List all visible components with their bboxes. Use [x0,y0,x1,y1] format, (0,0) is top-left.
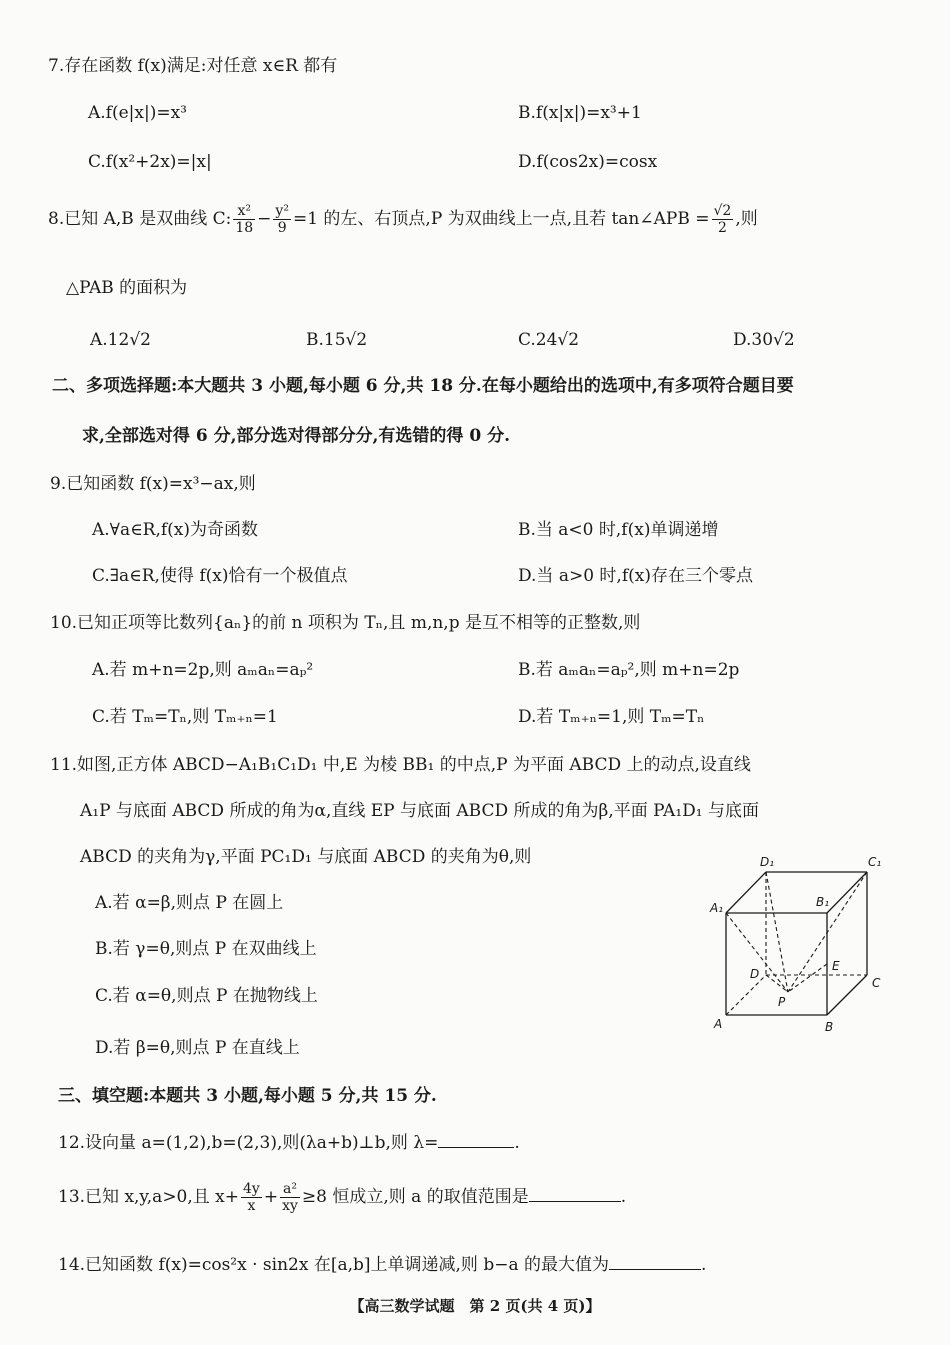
q8-minus: − [257,209,272,229]
q14-answer-blank[interactable] [609,1268,701,1270]
edge-A1D1 [726,872,766,913]
q7-option-a: A.f(e|x|)=x³ [88,103,187,123]
section3-heading: 三、填空题:本题共 3 小题,每小题 5 分,共 15 分. [58,1086,437,1106]
q11-stem-line3: ABCD 的夹角为γ,平面 PC₁D₁ 与底面 ABCD 的夹角为θ,则 [80,847,532,867]
line-EP [788,964,827,992]
q8-fraction-x: $\frac{\text{x²}}{18}$ [235,203,254,236]
q13-answer-blank[interactable] [529,1200,621,1202]
q10-option-c: C.若 Tₘ=Tₙ,则 Tₘ₊ₙ=1 [92,707,278,727]
q12-stem [58,1135,520,1152]
q11-option-a: A.若 α=β,则点 P 在圆上 [95,893,284,913]
edge-B1C1 [827,872,867,913]
q14-stem [58,1257,706,1274]
label-A1: A₁ [710,901,724,915]
section2-heading: 二、多项选择题:本大题共 3 小题,每小题 6 分,共 18 分.在每小题给出的选项中,有多项符合题目要 [52,376,794,396]
q12-end: . [514,1133,520,1153]
line-DP [766,975,788,992]
q13-part1: 13.已知 x,y,a>0,且 x+ [58,1187,240,1207]
line-D1P [766,872,788,992]
q10-option-b: B.若 aₘaₙ=aₚ²,则 m+n=2p [518,660,740,680]
q14-end: . [701,1255,707,1275]
q13-fraction-1: $\frac{4y}{x}$ [243,1181,260,1214]
q13-end: . [620,1187,627,1207]
label-E: E [832,959,840,973]
q8-option-d: D.30√2 [733,330,795,350]
q8-option-b: B.15√2 [306,330,368,350]
q7-option-b: B.f(x|x|)=x³+1 [518,103,642,123]
q7-stem: 7.存在函数 f(x)满足:对任意 x∈R 都有 [48,56,338,76]
q7-option-c: C.f(x²+2x)=|x| [88,152,212,172]
label-B: B [825,1020,834,1034]
page-footer: 【高三数学试题 第 2 页(共 4 页)】 [349,1297,601,1315]
q8-stem [48,204,758,235]
q8-option-a: A.12√2 [90,330,151,350]
q11-option-c: C.若 α=θ,则点 P 在抛物线上 [95,986,318,1006]
q10-option-a: A.若 m+n=2p,则 aₘaₙ=aₚ² [92,660,314,680]
q13-fraction-2: $\frac{\text{a²}}{xy}$ [282,1181,298,1214]
label-D1: D₁ [760,855,775,869]
label-P: P [778,995,786,1009]
q9-option-a: A.∀a∈R,f(x)为奇函数 [92,520,259,540]
q11-stem-line2: A₁P 与底面 ABCD 所成的角为α,直线 EP 与底面 ABCD 所成的角为β,平面 PA₁D₁ 与底面 [80,801,759,821]
q12-text: 12.设向量 a=(1,2),b=(2,3),则(λa+b)⊥b,则 λ= [58,1133,439,1153]
edge-BC [827,975,867,1015]
q8-stem-part3: ,则 [735,209,758,229]
q9-option-d: D.当 a>0 时,f(x)存在三个零点 [518,566,753,586]
q9-stem: 9.已知函数 f(x)=x³−ax,则 [50,474,256,494]
q9-option-b: B.当 a<0 时,f(x)单调递增 [518,520,719,540]
q11-stem-line1: 11.如图,正方体 ABCD−A₁B₁C₁D₁ 中,E 为棱 BB₁ 的中点,P 为平面 ABCD 上的动点,设直线 [50,755,751,775]
label-A: A [714,1017,723,1031]
q11-option-b: B.若 γ=θ,则点 P 在双曲线上 [95,939,317,959]
cube-figure [700,850,890,1040]
label-C: C [872,976,881,990]
edge-AD-hidden [726,975,766,1015]
q8-stem-part2: =1 的左、右顶点,P 为双曲线上一点,且若 tan∠APB = [292,209,710,229]
q8-option-c: C.24√2 [518,330,580,350]
q12-answer-blank[interactable] [438,1146,514,1148]
q8-fraction-y: $\frac{\text{y²}}{9}$ [275,203,289,236]
label-D: D [750,967,760,981]
q8-stem-part1: 8.已知 A,B 是双曲线 C: [48,209,232,229]
q9-option-c: C.∃a∈R,使得 f(x)恰有一个极值点 [92,566,348,586]
q11-option-d: D.若 β=θ,则点 P 在直线上 [95,1038,300,1058]
q13-part2: ≥8 恒成立,则 a 的取值范围是 [301,1187,529,1207]
q7-option-d: D.f(cos2x)=cosx [518,152,658,172]
q8-fraction-tan: $\frac{√2}{2}$ [713,203,732,236]
q10-stem: 10.已知正项等比数列{aₙ}的前 n 项积为 Tₙ,且 m,n,p 是互不相等的正整数,则 [50,613,641,633]
label-B1: B₁ [816,895,830,909]
section2-heading-line2: 求,全部选对得 6 分,部分选对得部分分,有选错的得 0 分. [82,426,511,446]
label-C1: C₁ [868,855,882,869]
q8-stem-line2: △PAB 的面积为 [66,278,188,298]
q13-stem [58,1182,626,1213]
q13-plus: + [263,1187,279,1207]
q14-text: 14.已知函数 f(x)=cos²x · sin2x 在[a,b]上单调递减,则 b−a 的最大值为 [58,1255,609,1275]
q10-option-d: D.若 Tₘ₊ₙ=1,则 Tₘ=Tₙ [518,707,705,727]
